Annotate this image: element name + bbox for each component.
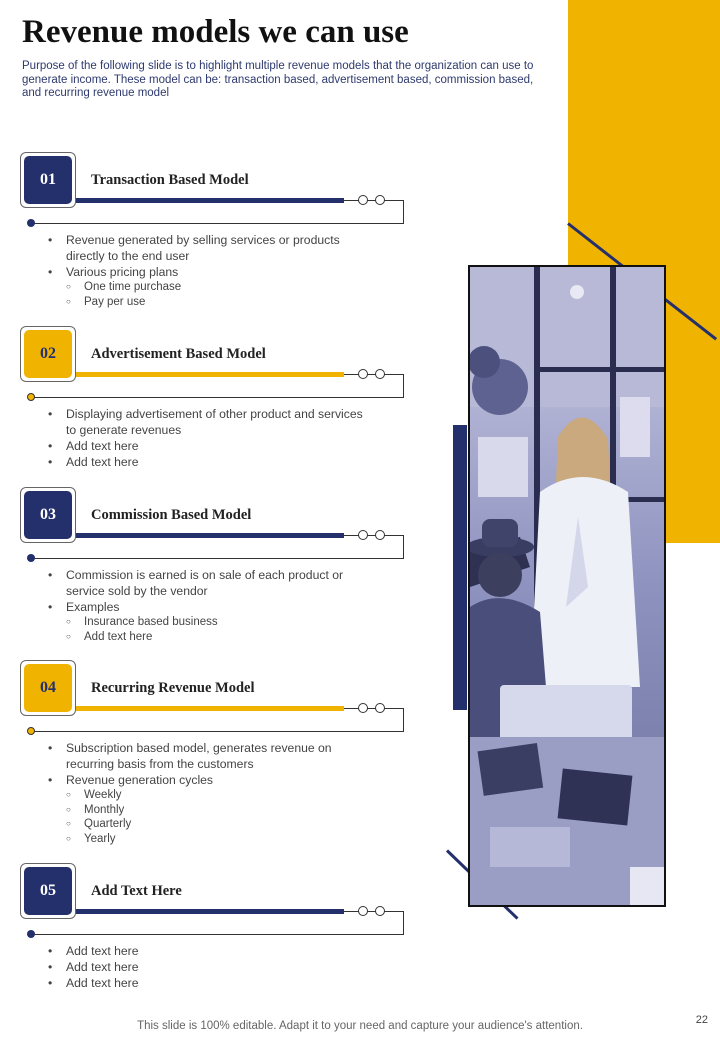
sub-list-item: ○ Insurance based business [66, 615, 366, 630]
list-item: • Add text here [48, 454, 366, 470]
section-number: 04 [24, 664, 72, 712]
section-title: Recurring Revenue Model [91, 680, 255, 696]
section-dot [27, 554, 35, 562]
list-item: • Various pricing plans ○ One time purchase ○ Pay per use [48, 264, 366, 309]
photo-illustration [470, 267, 664, 905]
section-commission-model [20, 487, 410, 667]
page-title: Revenue models we can use [22, 14, 409, 50]
section-add-text [20, 863, 410, 1043]
sub-list-item: ○ One time purchase [66, 280, 366, 295]
section-dot [27, 930, 35, 938]
bullet-list [48, 943, 366, 991]
section-advertisement-model [20, 326, 410, 506]
section-number: 03 [24, 491, 72, 539]
section-bracket [30, 911, 404, 935]
section-bracket [30, 708, 404, 732]
section-number: 02 [24, 330, 72, 378]
section-number: 05 [24, 867, 72, 915]
bullet-list [48, 406, 366, 470]
sub-list-item: ○ Add text here [66, 630, 366, 645]
sub-list-item: ○ Weekly [66, 788, 366, 803]
section-bracket [30, 374, 404, 398]
team-office-photo [468, 265, 666, 907]
section-dot [27, 393, 35, 401]
navy-accent-bar [453, 425, 467, 710]
bullet-list [48, 232, 366, 309]
sub-list-item: ○ Yearly [66, 832, 366, 847]
section-transaction-model [20, 152, 410, 332]
list-item: • Commission is earned is on sale of each product or service sold by the vendor [48, 567, 366, 599]
list-item: • Add text here [48, 975, 366, 991]
list-item: • Displaying advertisement of other product and services to generate revenues [48, 406, 366, 438]
list-item: • Examples ○ Insurance based business ○ Add text here [48, 599, 366, 644]
section-bracket [30, 200, 404, 224]
section-dot [27, 219, 35, 227]
bullet-list [48, 567, 366, 644]
bullet-list [48, 740, 366, 846]
list-item: • Subscription based model, generates revenue on recurring basis from the customers [48, 740, 366, 772]
sub-list-item: ○ Monthly [66, 803, 366, 818]
section-title: Advertisement Based Model [91, 346, 266, 362]
section-number: 01 [24, 156, 72, 204]
list-item: • Revenue generation cycles ○ Weekly ○ Monthly ○ Quarterly ○ Yearly [48, 772, 366, 846]
section-bracket [30, 535, 404, 559]
page-number: 22 [695, 1014, 708, 1026]
list-item: • Add text here [48, 959, 366, 975]
section-dot [27, 727, 35, 735]
page-subtitle: Purpose of the following slide is to highlight multiple revenue models that the organization can use to generate income. These model can be: transaction based, advertisement based, commission based, and recurring revenue model [22, 60, 534, 99]
section-title: Add Text Here [91, 883, 182, 899]
footer-note: This slide is 100% editable. Adapt it to your need and capture your audience's attention. [137, 1020, 583, 1032]
list-item: • Add text here [48, 943, 366, 959]
list-item: • Add text here [48, 438, 366, 454]
sub-list-item: ○ Pay per use [66, 295, 366, 310]
section-title: Commission Based Model [91, 507, 252, 523]
list-item: • Revenue generated by selling services or products directly to the end user [48, 232, 366, 264]
section-recurring-model [20, 660, 410, 845]
section-title: Transaction Based Model [91, 172, 249, 188]
sub-list-item: ○ Quarterly [66, 817, 366, 832]
